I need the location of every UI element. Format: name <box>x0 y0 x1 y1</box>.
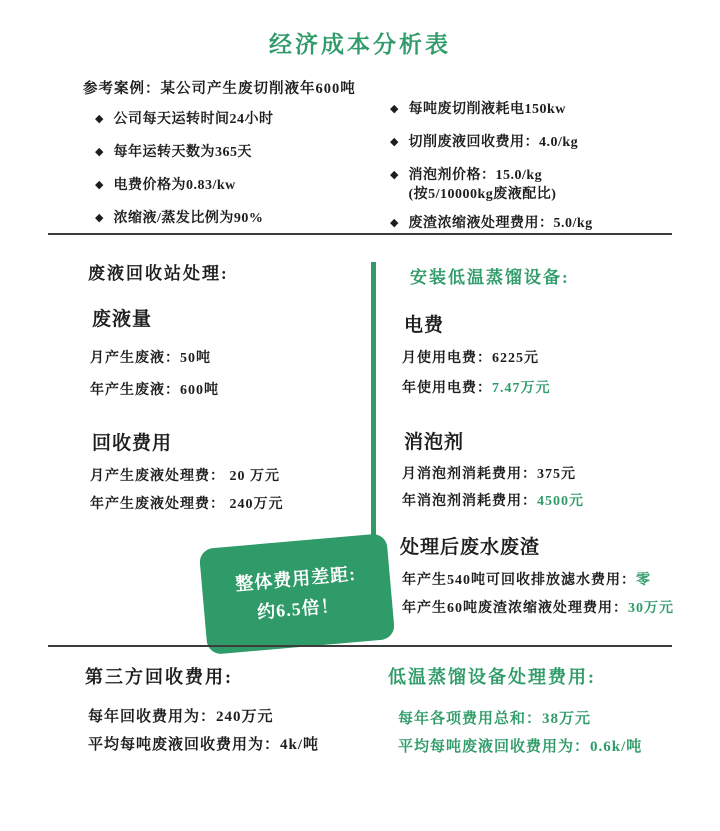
bullet-text: 每吨废切削液耗电150kw <box>408 102 566 117</box>
distillation-cost-header: 低温蒸馏设备处理费用: <box>388 667 596 687</box>
vertical-green-divider <box>371 262 376 535</box>
yearly-recycle-cost-row: 年产生废液处理费： 240万元 <box>90 497 284 512</box>
bullet-item <box>390 133 690 152</box>
diamond-bullet-icon: ◆ <box>390 217 399 229</box>
yearly-defoamer-row <box>402 490 584 510</box>
row-value-highlight: 4500元 <box>537 494 584 509</box>
monthly-defoamer-row: 月消泡剂消耗费用：375元 <box>402 467 576 482</box>
distillation-total-row: 每年各项费用总和：38万元 <box>398 711 592 727</box>
third-party-per-ton-row: 平均每吨废液回收费用为：4k/吨 <box>88 737 320 753</box>
right-panel-header: 安装低温蒸馏设备: <box>410 268 570 287</box>
row-label: 年产生60吨废渣浓缩液处理费用： <box>402 601 628 616</box>
yearly-waste-row: 年产生废液：600吨 <box>90 383 219 398</box>
distillation-per-ton-row: 平均每吨废液回收费用为：0.6k/吨 <box>398 739 643 755</box>
bullet-item <box>95 110 375 129</box>
waste-volume-title: 废液量 <box>92 309 153 330</box>
bullet-text: 废渣浓缩液处理费用：5.0/kg <box>408 216 593 231</box>
row-value-highlight: 30万元 <box>628 601 674 616</box>
bullet-item <box>95 209 375 228</box>
diamond-bullet-icon: ◆ <box>95 113 104 125</box>
bullet-item <box>95 143 375 162</box>
left-panel-header: 废液回收站处理: <box>88 264 229 283</box>
yearly-electricity-row <box>402 377 551 397</box>
filtered-water-row <box>402 569 651 589</box>
bullet-text: 电费价格为0.83/kw <box>113 178 236 193</box>
bullet-item <box>390 100 690 119</box>
third-party-yearly-row: 每年回收费用为：240万元 <box>88 709 274 725</box>
bullet-text: 每年运转天数为365天 <box>113 145 252 160</box>
residue-title: 处理后废水废渣 <box>400 537 541 558</box>
monthly-waste-row: 月产生废液：50吨 <box>90 351 211 366</box>
reference-case-line: 参考案例：某公司产生废切削液年600吨 <box>83 81 356 97</box>
defoamer-title: 消泡剂 <box>404 432 465 453</box>
bullet-item <box>95 176 375 195</box>
row-value-highlight: 零 <box>636 573 651 588</box>
badge-line-1: 整体费用差距: <box>234 563 357 595</box>
row-label: 年消泡剂消耗费用： <box>402 494 537 509</box>
bullet-text: 切削废液回收费用：4.0/kg <box>408 135 579 150</box>
top-divider <box>48 233 672 235</box>
bullet-text-line1: 消泡剂价格：15.0/kg <box>408 168 543 183</box>
row-value-highlight: 7.47万元 <box>492 381 551 396</box>
monthly-electricity-row: 月使用电费：6225元 <box>402 351 539 366</box>
row-label: 年产生540吨可回收排放滤水费用： <box>402 573 636 588</box>
bullet-item <box>390 214 690 233</box>
bottom-divider <box>48 645 672 647</box>
monthly-recycle-cost-row: 月产生废液处理费： 20 万元 <box>90 469 280 484</box>
diamond-bullet-icon: ◆ <box>390 169 399 181</box>
diamond-bullet-icon: ◆ <box>95 179 104 191</box>
recycle-cost-title: 回收费用 <box>92 433 173 454</box>
bullet-item <box>390 166 690 204</box>
diamond-bullet-icon: ◆ <box>95 212 104 224</box>
diamond-bullet-icon: ◆ <box>95 146 104 158</box>
electricity-title: 电费 <box>404 315 445 336</box>
bullet-text <box>408 166 556 204</box>
bullet-text: 浓缩液/蒸发比例为90% <box>113 211 264 226</box>
assumptions-right-column <box>390 100 690 247</box>
third-party-cost-header: 第三方回收费用: <box>85 667 233 687</box>
assumptions-left-column <box>95 110 375 242</box>
page-title: 经济成本分析表 <box>269 32 451 57</box>
residue-concentrate-row <box>402 597 674 617</box>
badge-line-2: 约6.5倍！ <box>256 595 341 623</box>
diamond-bullet-icon: ◆ <box>390 136 399 148</box>
diamond-bullet-icon: ◆ <box>390 103 399 115</box>
bullet-text: 公司每天运转时间24小时 <box>113 112 274 127</box>
row-label: 年使用电费： <box>402 381 492 396</box>
bullet-text-note: (按5/10000kg废液配比) <box>408 187 557 202</box>
cost-gap-badge <box>199 533 396 655</box>
